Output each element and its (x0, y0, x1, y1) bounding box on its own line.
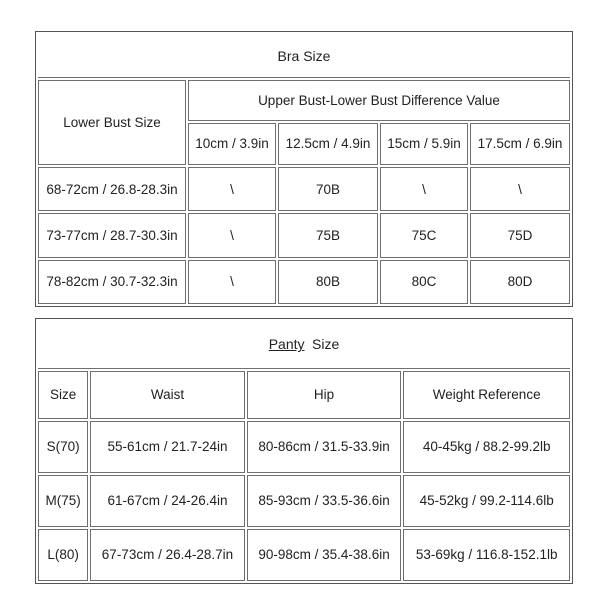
lower-bust-cell: 78-82cm / 30.7-32.3in (38, 260, 186, 304)
lower-bust-size-header: Lower Bust Size (38, 80, 186, 165)
hip-cell: 90-98cm / 35.4-38.6in (247, 529, 402, 581)
size-cell: L(80) (38, 529, 88, 581)
weight-reference-column-header: Weight Reference (403, 371, 570, 419)
panty-size-title (38, 321, 570, 369)
waist-cell: 55-61cm / 21.7-24in (90, 421, 245, 473)
difference-column-header: 17.5cm / 6.9in (470, 123, 570, 165)
table-row (38, 167, 570, 211)
difference-column-header: 12.5cm / 4.9in (278, 123, 378, 165)
panty-size-table (35, 318, 573, 584)
panty-size-grid (36, 319, 572, 583)
panty-title-word: Panty (268, 336, 305, 353)
size-cell: S(70) (38, 421, 88, 473)
table-row (38, 421, 570, 473)
size-cell: M(75) (38, 475, 88, 527)
weight-cell: 53-69kg / 116.8-152.1lb (403, 529, 570, 581)
bra-size-table (35, 31, 573, 307)
weight-cell: 40-45kg / 88.2-99.2lb (403, 421, 570, 473)
bra-size-cell: 80B (278, 260, 378, 304)
bra-size-grid (36, 32, 572, 306)
bra-size-cell: \ (470, 167, 570, 211)
size-title-word: Size (312, 336, 340, 353)
bra-size-cell: 70B (278, 167, 378, 211)
waist-cell: 61-67cm / 24-26.4in (90, 475, 245, 527)
waist-column-header: Waist (90, 371, 245, 419)
bust-difference-header: Upper Bust-Lower Bust Difference Value (188, 80, 570, 120)
bra-size-cell: 80C (380, 260, 468, 304)
waist-cell: 67-73cm / 26.4-28.7in (90, 529, 245, 581)
lower-bust-cell: 73-77cm / 28.7-30.3in (38, 213, 186, 257)
hip-cell: 80-86cm / 31.5-33.9in (247, 421, 402, 473)
bra-size-title (38, 34, 570, 78)
lower-bust-cell: 68-72cm / 26.8-28.3in (38, 167, 186, 211)
table-row (38, 213, 570, 257)
weight-cell: 45-52kg / 99.2-114.6lb (403, 475, 570, 527)
bra-size-cell: 75D (470, 213, 570, 257)
bra-size-cell: \ (188, 260, 276, 304)
table-row (38, 475, 570, 527)
bra-size-cell: \ (380, 167, 468, 211)
bra-size-title-text: Bra Size (277, 47, 331, 64)
bra-size-cell: \ (188, 167, 276, 211)
bra-size-cell: 80D (470, 260, 570, 304)
bra-size-cell: 75C (380, 213, 468, 257)
bra-size-cell: \ (188, 213, 276, 257)
difference-column-header: 15cm / 5.9in (380, 123, 468, 165)
size-column-header: Size (38, 371, 88, 419)
hip-cell: 85-93cm / 33.5-36.6in (247, 475, 402, 527)
hip-column-header: Hip (247, 371, 402, 419)
table-row (38, 529, 570, 581)
table-row (38, 260, 570, 304)
bra-size-cell: 75B (278, 213, 378, 257)
difference-column-header: 10cm / 3.9in (188, 123, 276, 165)
